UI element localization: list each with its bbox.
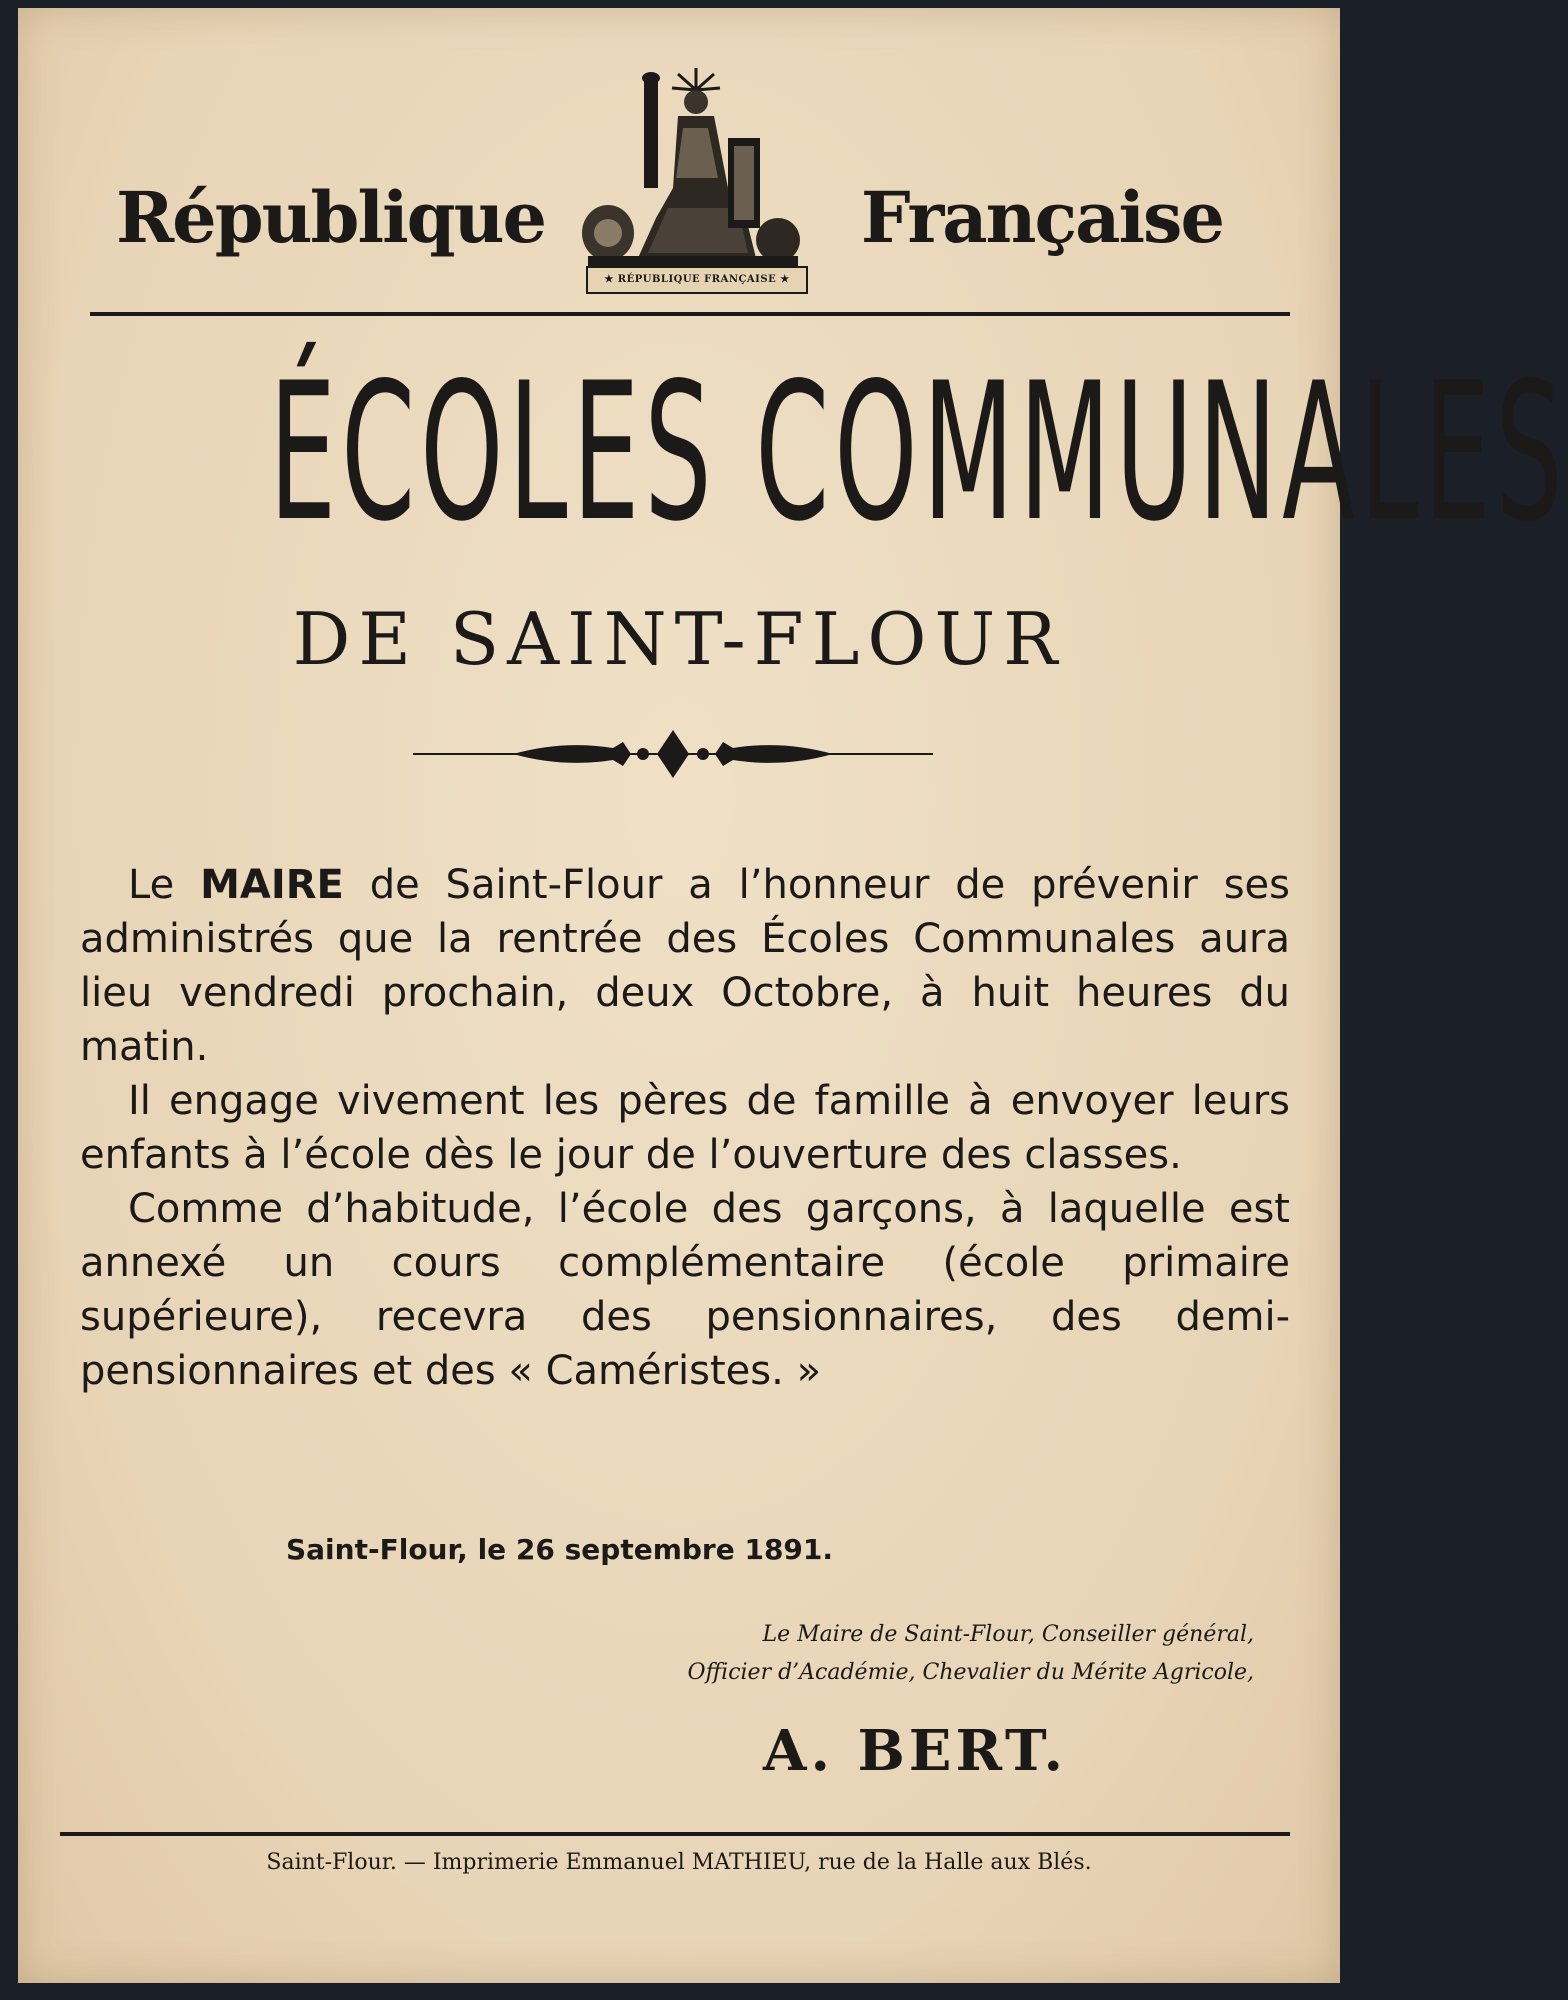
emblem-banner: ★ RÉPUBLIQUE FRANÇAISE ★ (586, 266, 808, 294)
signatory-title-line-1: Le Maire de Saint-Flour, Conseiller général, (762, 1622, 1254, 1647)
paragraph-3: Comme d’habitude, l’école des garçons, à laquelle est annexé un cours complémentaire (école primaire supérieure), recevra des pensionnaires, des demi-pensionnaires et des « Caméristes. » (80, 1186, 1290, 1394)
printer-imprint: Saint-Flour. — Imprimerie Emmanuel MATHIEU, rue de la Halle aux Blés. (266, 1850, 1092, 1875)
header (88, 68, 1278, 308)
p1-maire: MAIRE (200, 862, 344, 908)
announcement-body (80, 858, 1290, 1398)
marianne-emblem (578, 68, 808, 313)
issue-date: Saint-Flour, le 26 septembre 1891. (286, 1533, 834, 1566)
paragraph-1 (80, 858, 1290, 1074)
ornament-divider-icon (413, 726, 933, 782)
p1-rest: de Saint-Flour a l’honneur de prévenir ses administrés que la rentrée des Écoles Communales aura lieu vendredi prochain, deux Octobre, à huit heures du matin. (80, 862, 1291, 1070)
footer-rule (60, 1832, 1290, 1836)
paragraph-2: Il engage vivement les pères de famille à envoyer leurs enfants à l’école dès le jour de l’ouverture des classes. (80, 1078, 1290, 1178)
p1-le: Le (128, 862, 175, 908)
header-rule (90, 312, 1290, 316)
signatory-title-line-2: Officier d’Académie, Chevalier du Mérite Agricole, (687, 1660, 1254, 1685)
poster-title: ÉCOLES COMMUNALES (269, 342, 1568, 563)
header-francaise: Française (860, 176, 1223, 259)
signatory-name: A. BERT. (763, 1718, 1067, 1784)
header-republique: République (116, 176, 546, 259)
poster-subtitle: DE SAINT-FLOUR (292, 597, 1066, 681)
signatory-titles (688, 1616, 1254, 1692)
marianne-figure-icon (578, 68, 808, 268)
poster-sheet (18, 8, 1568, 1983)
